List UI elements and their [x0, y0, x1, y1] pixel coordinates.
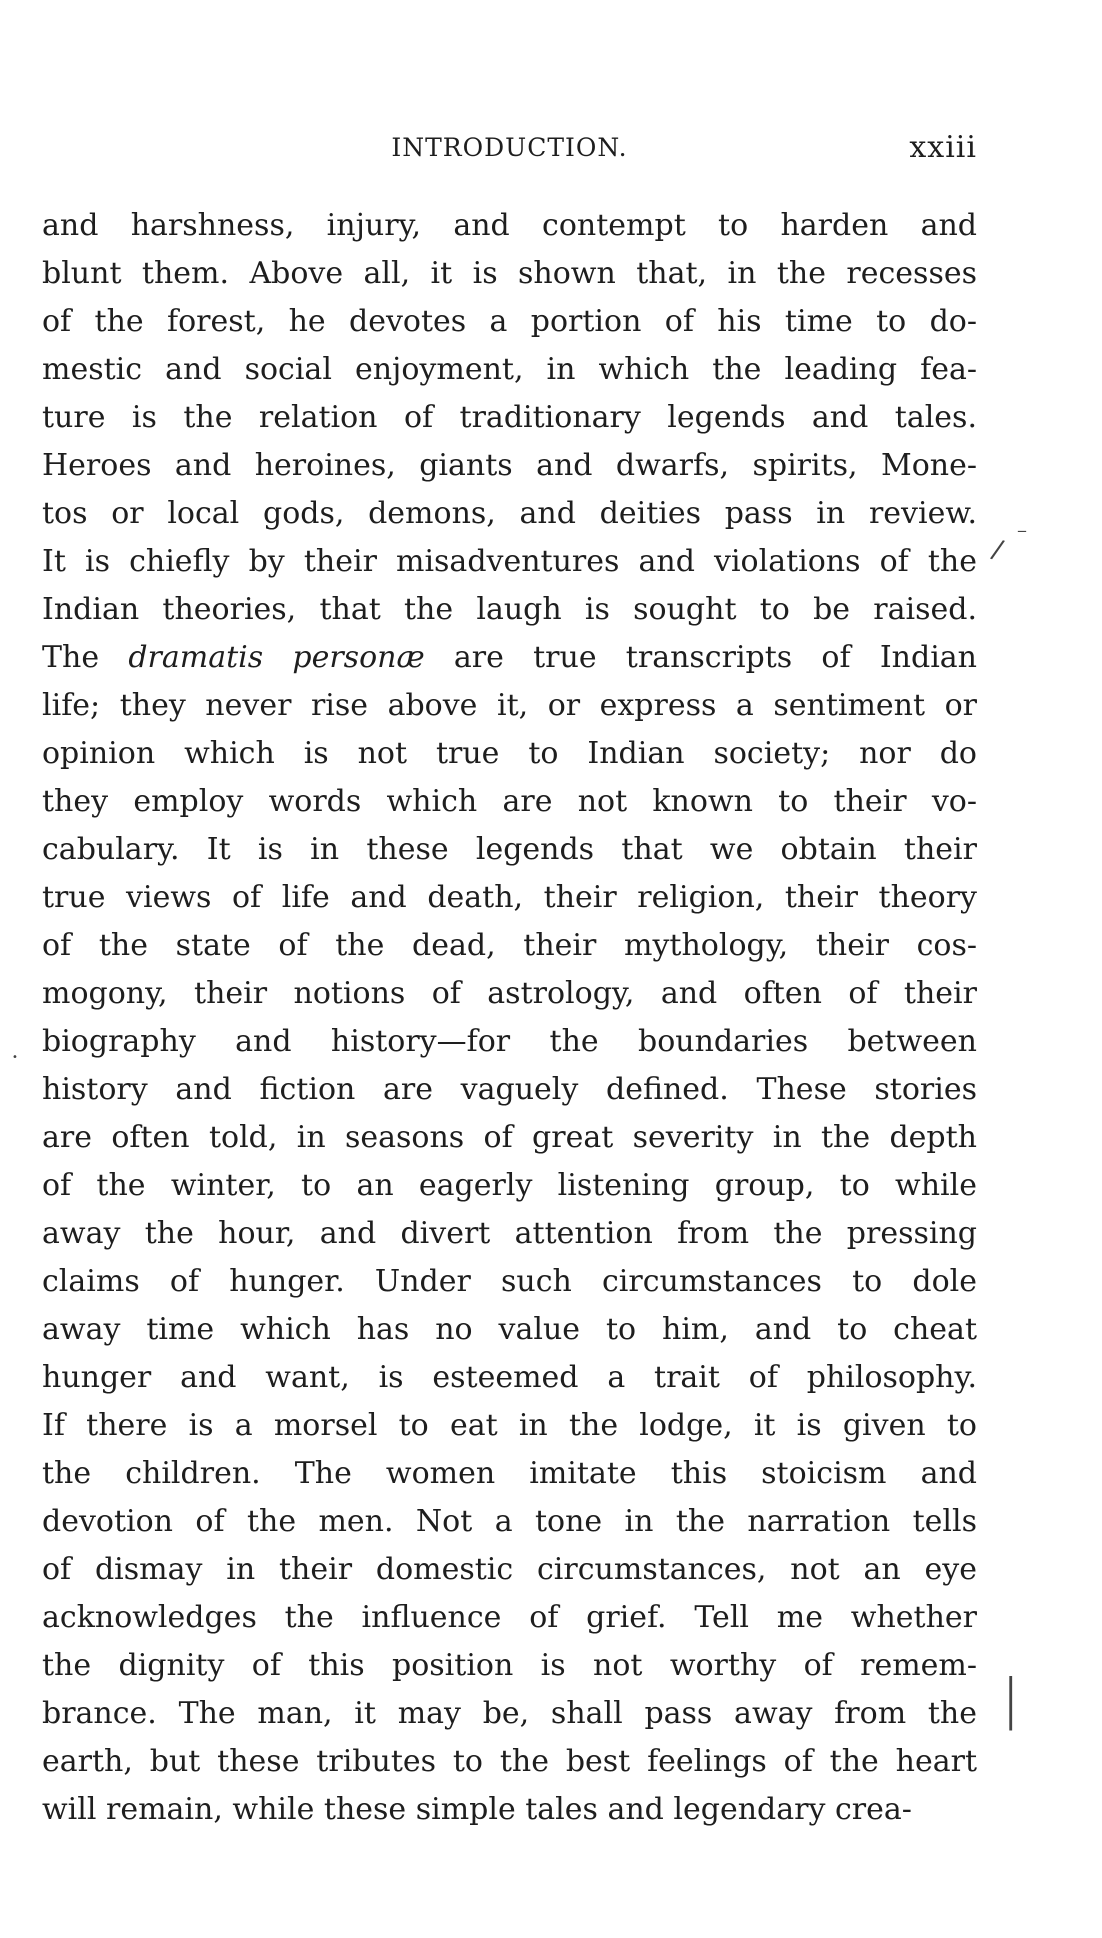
- text-line-10-after: are true transcripts of Indian: [424, 640, 977, 675]
- text-line-15: true views of life and death, their religion, their theory: [42, 880, 977, 915]
- text-line-22: away the hour, and divert attention from the pressing: [42, 1216, 977, 1251]
- text-line-19: history and fiction are vaguely defined. These stories: [42, 1072, 977, 1107]
- text-line-21: of the winter, to an eagerly listening group, to while: [42, 1168, 977, 1203]
- text-line-20: are often told, in seasons of great severity in the depth: [42, 1120, 977, 1155]
- text-line-26: If there is a morsel to eat in the lodge, it is given to: [42, 1408, 977, 1443]
- text-line-9: Indian theories, that the laugh is sought to be raised.: [42, 592, 977, 627]
- text-line-1: and harshness, injury, and contempt to harden and: [42, 208, 977, 243]
- margin-dot-mark: •: [12, 1052, 18, 1063]
- text-line-10: [42, 634, 977, 682]
- margin-pencil-mark: /: [988, 534, 1007, 566]
- text-line-24: away time which has no value to him, and to cheat: [42, 1312, 977, 1347]
- running-title: INTRODUCTION.: [391, 133, 628, 162]
- text-line-10-before: The: [42, 640, 129, 675]
- text-line-8: It is chiefly by their misadventures and violations of the: [42, 544, 977, 579]
- text-line-18: biography and history—for the boundaries between: [42, 1024, 977, 1059]
- margin-bar-mark: |: [1005, 1668, 1017, 1732]
- text-line-17: mogony, their notions of astrology, and often of their: [42, 976, 977, 1011]
- margin-pencil-tick: ‾: [1018, 528, 1026, 547]
- text-line-12: opinion which is not true to Indian society; nor do: [42, 736, 977, 771]
- text-line-31: the dignity of this position is not worthy of remem-: [42, 1648, 977, 1683]
- text-line-4: mestic and social enjoyment, in which the leading fea-: [42, 352, 977, 387]
- page-number: xxiii: [909, 130, 977, 165]
- text-line-13: they employ words which are not known to their vo-: [42, 784, 977, 819]
- running-head: [42, 128, 977, 168]
- text-line-33: earth, but these tributes to the best feelings of the heart: [42, 1744, 977, 1779]
- text-line-27: the children. The women imitate this stoicism and: [42, 1456, 977, 1491]
- text-line-16: of the state of the dead, their mythology, their cos-: [42, 928, 977, 963]
- text-line-11: life; they never rise above it, or express a sentiment or: [42, 688, 977, 723]
- text-line-23: claims of hunger. Under such circumstances to dole: [42, 1264, 977, 1299]
- text-line-7: tos or local gods, demons, and deities pass in review.: [42, 496, 977, 531]
- text-line-32: brance. The man, it may be, shall pass away from the: [42, 1696, 977, 1731]
- text-line-3: of the forest, he devotes a portion of his time to do-: [42, 304, 977, 339]
- body-text: [42, 202, 977, 1834]
- text-line-25: hunger and want, is esteemed a trait of philosophy.: [42, 1360, 977, 1395]
- text-line-29: of dismay in their domestic circumstances, not an eye: [42, 1552, 977, 1587]
- text-line-5: ture is the relation of traditionary legends and tales.: [42, 400, 977, 435]
- text-line-28: devotion of the men. Not a tone in the narration tells: [42, 1504, 977, 1539]
- text-line-6: Heroes and heroines, giants and dwarfs, spirits, Mone-: [42, 448, 977, 483]
- text-line-14: cabulary. It is in these legends that we obtain their: [42, 832, 977, 867]
- text-line-30: acknowledges the influence of grief. Tell me whether: [42, 1600, 977, 1635]
- italic-phrase: dramatis personæ: [128, 640, 425, 675]
- text-line-34: will remain, while these simple tales and legendary crea-: [42, 1792, 912, 1827]
- text-line-2: blunt them. Above all, it is shown that, in the recesses: [42, 256, 977, 291]
